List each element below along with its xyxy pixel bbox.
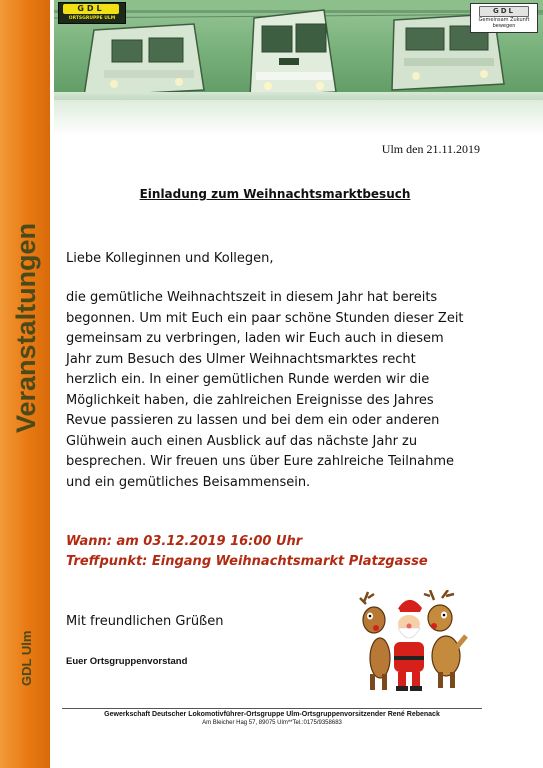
banner-fade bbox=[54, 92, 543, 136]
event-when: Wann: am 03.12.2019 16:00 Uhr bbox=[66, 534, 303, 549]
body-line: begonnen. Um mit Euch ein paar schöne Stunden dieser Zeit bbox=[66, 310, 464, 326]
body-line: Möglichkeit haben, die zahlreichen Ereignisse des Jahres bbox=[66, 392, 434, 408]
gdl-logo-right-mark: GDL bbox=[479, 6, 529, 17]
body-line: besprechen. Wir freuen uns über Eure zahlreiche Teilnahme bbox=[66, 454, 455, 469]
gdl-logo-right-subtitle-line1: Gemeinsam Zukunft bbox=[478, 17, 530, 23]
sidebar bbox=[0, 0, 50, 768]
footer-divider bbox=[62, 708, 482, 709]
body-line: gemeinsam zu verbringen, laden wir Euch auch in diesem bbox=[66, 331, 444, 346]
gdl-logo-right-subtitle bbox=[471, 17, 537, 29]
letter-greeting: Mit freundlichen Grüßen bbox=[66, 614, 224, 629]
sidebar-title bbox=[4, 215, 44, 435]
letter-title: Einladung zum Weihnachtsmarktbesuch bbox=[139, 187, 411, 201]
body-line: Revue passieren zu lassen und bei dem ein oder anderen bbox=[66, 413, 440, 428]
sidebar-footer-text: GDL Ulm bbox=[19, 630, 34, 686]
body-line: Jahr zum Besuch des Ulmer Weihnachtsmarktes recht bbox=[66, 351, 416, 367]
body-line: und ein gemütliches Beisammensein. bbox=[66, 474, 311, 490]
body-line: Glühwein auch einen Ausblick auf das nächste Jahr zu bbox=[66, 433, 418, 449]
santa-reindeer-clipart bbox=[358, 590, 468, 695]
body-line: herzlich ein. In einer gemütlichen Runde werden wir die bbox=[66, 372, 430, 387]
footer-organization: Gewerkschaft Deutscher Lokomotivführer-Ortsgruppe Ulm-Ortsgruppenvorsitzender René Rebenack bbox=[104, 711, 440, 718]
letter-salutation: Liebe Kolleginnen und Kollegen, bbox=[66, 251, 274, 266]
sidebar-title-text: Veranstaltungen bbox=[11, 222, 41, 433]
letter-body bbox=[66, 288, 486, 493]
footer-address: Am Bleicher Hag 57, 89075 Ulm**Tel.:0175/9358683 bbox=[202, 720, 342, 726]
letter-date: Ulm den 21.11.2019 bbox=[381, 142, 480, 156]
letter-signature: Euer Ortsgruppenvorstand bbox=[66, 656, 188, 667]
gdl-logo-right-subtitle-line2: bewegen bbox=[492, 23, 516, 29]
body-line: die gemütliche Weihnachtszeit in diesem Jahr hat bereits bbox=[66, 290, 438, 305]
event-where: Treffpunkt: Eingang Weihnachtsmarkt Platzgasse bbox=[66, 554, 428, 569]
gdl-logo-left-subtitle: ORTSGRUPPE ULM bbox=[68, 16, 116, 21]
gdl-logo-right bbox=[470, 3, 538, 33]
gdl-logo-left bbox=[58, 2, 126, 24]
sidebar-footer bbox=[12, 598, 38, 698]
gdl-logo-left-mark: GDL bbox=[77, 4, 105, 13]
